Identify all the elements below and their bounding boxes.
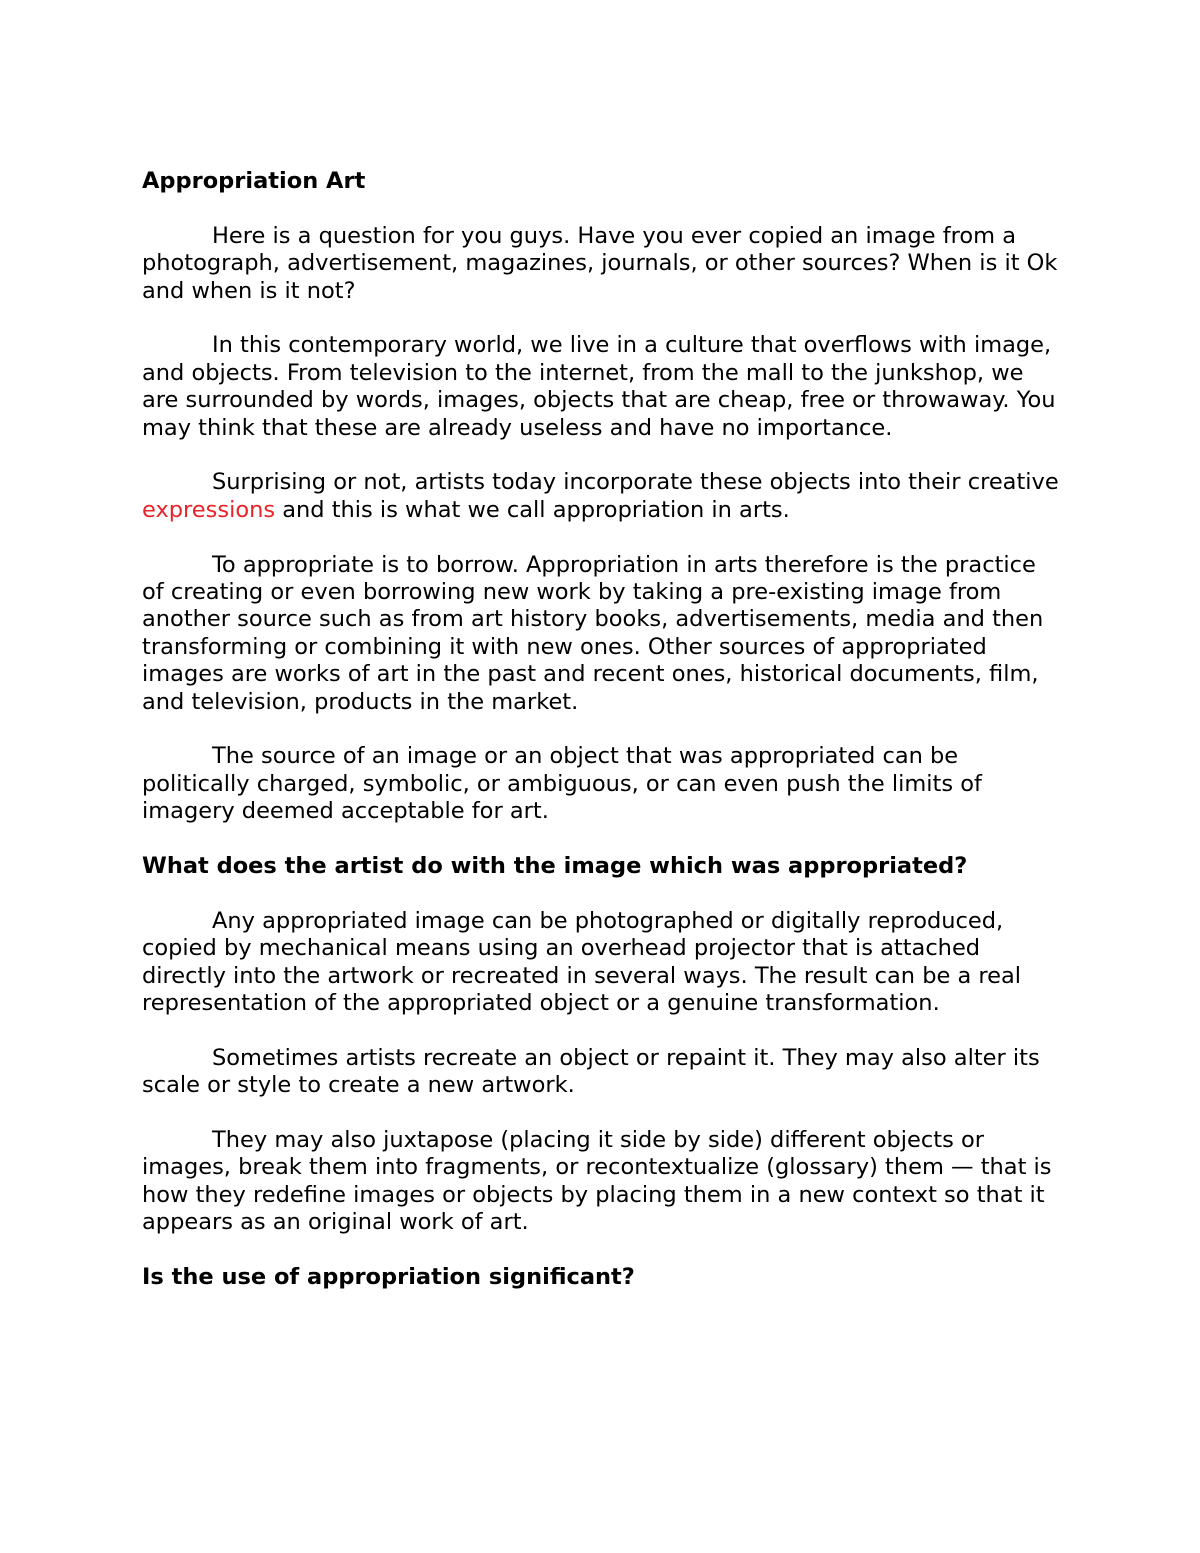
expressions-highlight: expressions: [142, 496, 276, 523]
paragraph-source-charged: The source of an image or an object that was appropriated can be politically charged, symbolic, or ambiguous, or can even push the limits of imagery deemed acceptable for art.: [142, 743, 982, 825]
paragraph-contemporary-culture: In this contemporary world, we live in a culture that overflows with image, and objects. From television to the internet, from the mall to the junkshop, we are surrounded by words, images, objects that are cheap, free or throwaway. You may think that these are already useless and have no importance.: [142, 332, 1056, 441]
document-body: [142, 168, 1064, 1319]
paragraph-reproduction: Any appropriated image can be photographed or digitally reproduced, copied by mechanical means using an overhead projector that is attached directly into the artwork or recreated in several ways. The result can be a real representation of the appropriated object or a genuine transformation.: [142, 907, 1022, 1017]
paragraph-intro-question: Here is a question for you guys. Have you ever copied an image from a photograph, advertisement, magazines, journals, or other sources? When is it Ok and when is it not?: [142, 222, 1058, 304]
section-heading-significance: Is the use of appropriation significant?: [142, 1264, 635, 1291]
section-heading-what-artist-does: What does the artist do with the image which was appropriated?: [142, 853, 968, 880]
paragraph-definition: To appropriate is to borrow. Appropriation in arts therefore is the practice of creating or even borrowing new work by taking a pre-existing image from another source such as from art history books, advertisements, media and then transforming or combining it with new ones. Other sources of appropriated images are works of art in the past and recent ones, historical documents, film, and television, products in the market.: [142, 551, 1044, 715]
paragraph-text-before-link: Surprising or not, artists today incorporate these objects into their creative: [212, 469, 1059, 496]
paragraph-recreate: Sometimes artists recreate an object or repaint it. They may also alter its scale or style to create a new artwork.: [142, 1044, 1040, 1099]
paragraph-artists-incorporate: [142, 469, 1064, 524]
paragraph-text-after-link: and this is what we call appropriation in arts.: [275, 496, 790, 523]
paragraph-juxtapose: They may also juxtapose (placing it side by side) different objects or images, break them into fragments, or recontextualize (glossary) them — that is how they redefine images or objects by placing them in a new context so that it appears as an original work of art.: [142, 1127, 1052, 1236]
document-title: Appropriation Art: [142, 168, 366, 194]
